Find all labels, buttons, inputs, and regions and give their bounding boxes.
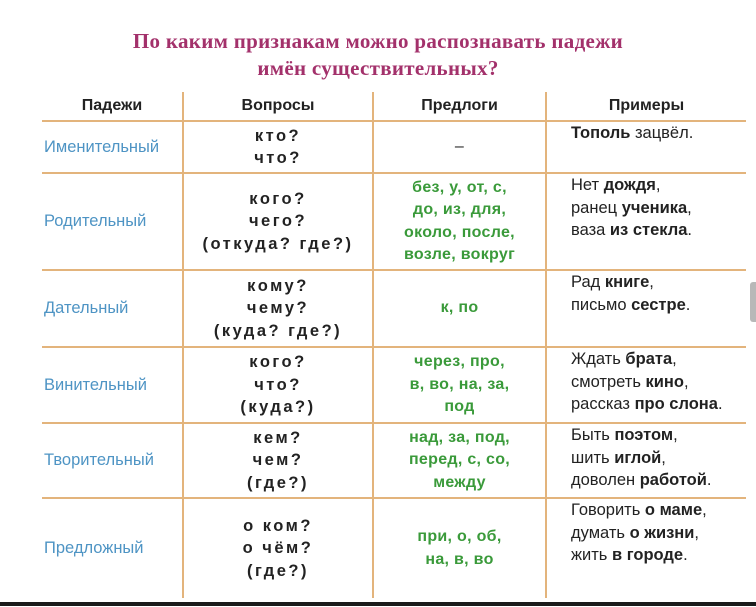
case-prepositions bbox=[374, 174, 545, 269]
example-line bbox=[571, 544, 688, 567]
example-text: . bbox=[687, 221, 692, 239]
example-line bbox=[571, 271, 654, 294]
preposition-line: над, за, под, bbox=[409, 428, 510, 446]
preposition-line: через, про, bbox=[414, 353, 505, 371]
example-text: Нет bbox=[571, 176, 604, 194]
example-text: , bbox=[687, 198, 692, 217]
question-line: кто? bbox=[254, 126, 302, 145]
preposition-line: без, у, от, с, bbox=[412, 178, 507, 196]
case-name: Дательный bbox=[44, 299, 129, 317]
case-questions bbox=[184, 174, 372, 269]
preposition-line: под bbox=[444, 398, 475, 416]
question-line: о чём? bbox=[242, 539, 314, 558]
example-line bbox=[571, 348, 677, 371]
example-text: зацвёл. bbox=[630, 124, 694, 142]
case-prepositions bbox=[374, 424, 545, 497]
case-prepositions bbox=[374, 122, 545, 172]
example-text: . bbox=[706, 471, 712, 489]
example-keyword: брата bbox=[625, 350, 673, 368]
bottom-border bbox=[0, 602, 756, 606]
question-line: что? bbox=[254, 149, 302, 167]
question-line: (где?) bbox=[247, 473, 309, 492]
preposition-line: на, в, во bbox=[425, 550, 494, 568]
case-questions bbox=[184, 348, 372, 422]
case-prepositions bbox=[374, 348, 545, 422]
example-line bbox=[571, 219, 692, 242]
case-questions bbox=[184, 424, 372, 497]
question-line: чему? bbox=[246, 299, 310, 318]
example-line bbox=[571, 174, 660, 197]
case-examples bbox=[547, 424, 746, 497]
question-line: кем? bbox=[253, 428, 303, 447]
preposition-line: к, по bbox=[440, 299, 479, 317]
example-keyword: Тополь bbox=[571, 124, 631, 142]
question-line: кого? bbox=[249, 189, 307, 208]
example-keyword: в городе bbox=[612, 546, 684, 564]
header-cases: Падежи bbox=[81, 97, 143, 114]
page-title bbox=[0, 28, 756, 82]
example-line bbox=[571, 424, 678, 447]
question-line: (где?) bbox=[247, 561, 309, 580]
question-line: о ком? bbox=[243, 516, 313, 535]
case-name: Родительный bbox=[44, 212, 147, 230]
example-keyword: про слона bbox=[634, 395, 718, 413]
case-questions bbox=[184, 122, 372, 172]
case-name: Именительный bbox=[44, 137, 160, 156]
example-line bbox=[571, 197, 692, 220]
case-name: Предложный bbox=[44, 539, 144, 557]
preposition-line: до, из, для, bbox=[412, 201, 507, 218]
example-text: . bbox=[683, 546, 688, 564]
example-line bbox=[571, 122, 693, 145]
example-text: смотреть bbox=[571, 372, 646, 391]
example-text: ваза bbox=[571, 221, 610, 239]
question-line: (откуда? где?) bbox=[202, 234, 354, 253]
case-questions bbox=[184, 271, 372, 346]
example-text: Рад bbox=[571, 273, 605, 291]
example-line bbox=[571, 522, 699, 545]
example-text: , bbox=[672, 350, 677, 368]
example-text: письмо bbox=[571, 295, 632, 314]
page-edge-tab bbox=[750, 282, 756, 322]
example-line bbox=[571, 294, 690, 317]
example-text: , bbox=[702, 501, 707, 519]
example-keyword: о жизни bbox=[629, 523, 695, 542]
example-keyword: из стекла bbox=[609, 221, 688, 239]
title-line-2: имён существительных? bbox=[257, 56, 499, 80]
example-text: Быть bbox=[571, 426, 615, 444]
preposition-line: в, во, на, за, bbox=[409, 375, 510, 393]
example-text: доволен bbox=[571, 471, 640, 489]
case-examples bbox=[547, 122, 746, 172]
preposition-line: при, о, об, bbox=[417, 528, 502, 545]
header-prepositions: Предлоги bbox=[421, 97, 498, 114]
case-examples bbox=[547, 174, 746, 269]
question-line: (куда? где?) bbox=[213, 321, 343, 340]
example-text: ранец bbox=[571, 198, 622, 217]
example-keyword: ученика bbox=[621, 198, 688, 217]
preposition-line: между bbox=[433, 473, 486, 491]
example-keyword: о маме bbox=[644, 501, 703, 519]
case-prepositions bbox=[374, 499, 545, 598]
question-line: (куда?) bbox=[240, 398, 316, 417]
example-text: Говорить bbox=[571, 501, 645, 519]
header-examples: Примеры bbox=[608, 97, 685, 114]
example-text: , bbox=[655, 176, 661, 194]
example-line bbox=[571, 499, 707, 522]
preposition-line: – bbox=[454, 137, 465, 155]
case-examples bbox=[547, 499, 746, 598]
case-questions bbox=[184, 499, 372, 598]
case-name: Творительный bbox=[44, 451, 154, 469]
case-name: Винительный bbox=[44, 375, 147, 394]
example-text: , bbox=[673, 426, 678, 444]
preposition-line: перед, с, со, bbox=[408, 451, 511, 469]
example-text: , bbox=[694, 523, 700, 542]
example-text: рассказ bbox=[571, 395, 635, 413]
example-text: думать bbox=[571, 523, 630, 542]
example-keyword: дождя bbox=[603, 176, 656, 194]
example-text: , bbox=[649, 273, 654, 291]
question-line: чего? bbox=[248, 212, 308, 231]
example-keyword: поэтом bbox=[614, 426, 674, 444]
question-line: кому? bbox=[247, 276, 309, 295]
header-questions: Вопросы bbox=[241, 97, 315, 114]
question-line: кого? bbox=[249, 353, 307, 372]
preposition-line: около, после, bbox=[404, 223, 515, 241]
case-prepositions bbox=[374, 271, 545, 346]
example-line bbox=[571, 469, 712, 492]
question-line: чем? bbox=[252, 451, 304, 470]
example-text: жить bbox=[571, 546, 612, 564]
preposition-line: возле, вокруг bbox=[403, 246, 516, 263]
example-text: , bbox=[661, 448, 666, 467]
example-keyword: работой bbox=[639, 471, 707, 489]
example-line bbox=[571, 447, 666, 470]
example-keyword: сестре bbox=[631, 295, 686, 314]
example-text: , bbox=[683, 372, 689, 391]
title-line-1: По каким признакам можно распознавать падежи bbox=[132, 29, 624, 53]
example-keyword: кино bbox=[645, 372, 684, 391]
example-line bbox=[571, 393, 723, 416]
question-line: что? bbox=[254, 375, 302, 394]
case-examples bbox=[547, 271, 746, 346]
example-line bbox=[571, 371, 689, 394]
example-keyword: книге bbox=[604, 273, 650, 291]
example-text: . bbox=[685, 295, 691, 314]
example-text: . bbox=[717, 395, 723, 413]
example-text: Ждать bbox=[571, 350, 626, 368]
example-keyword: иглой bbox=[614, 448, 662, 467]
case-examples bbox=[547, 348, 746, 422]
example-text: шить bbox=[571, 448, 615, 467]
